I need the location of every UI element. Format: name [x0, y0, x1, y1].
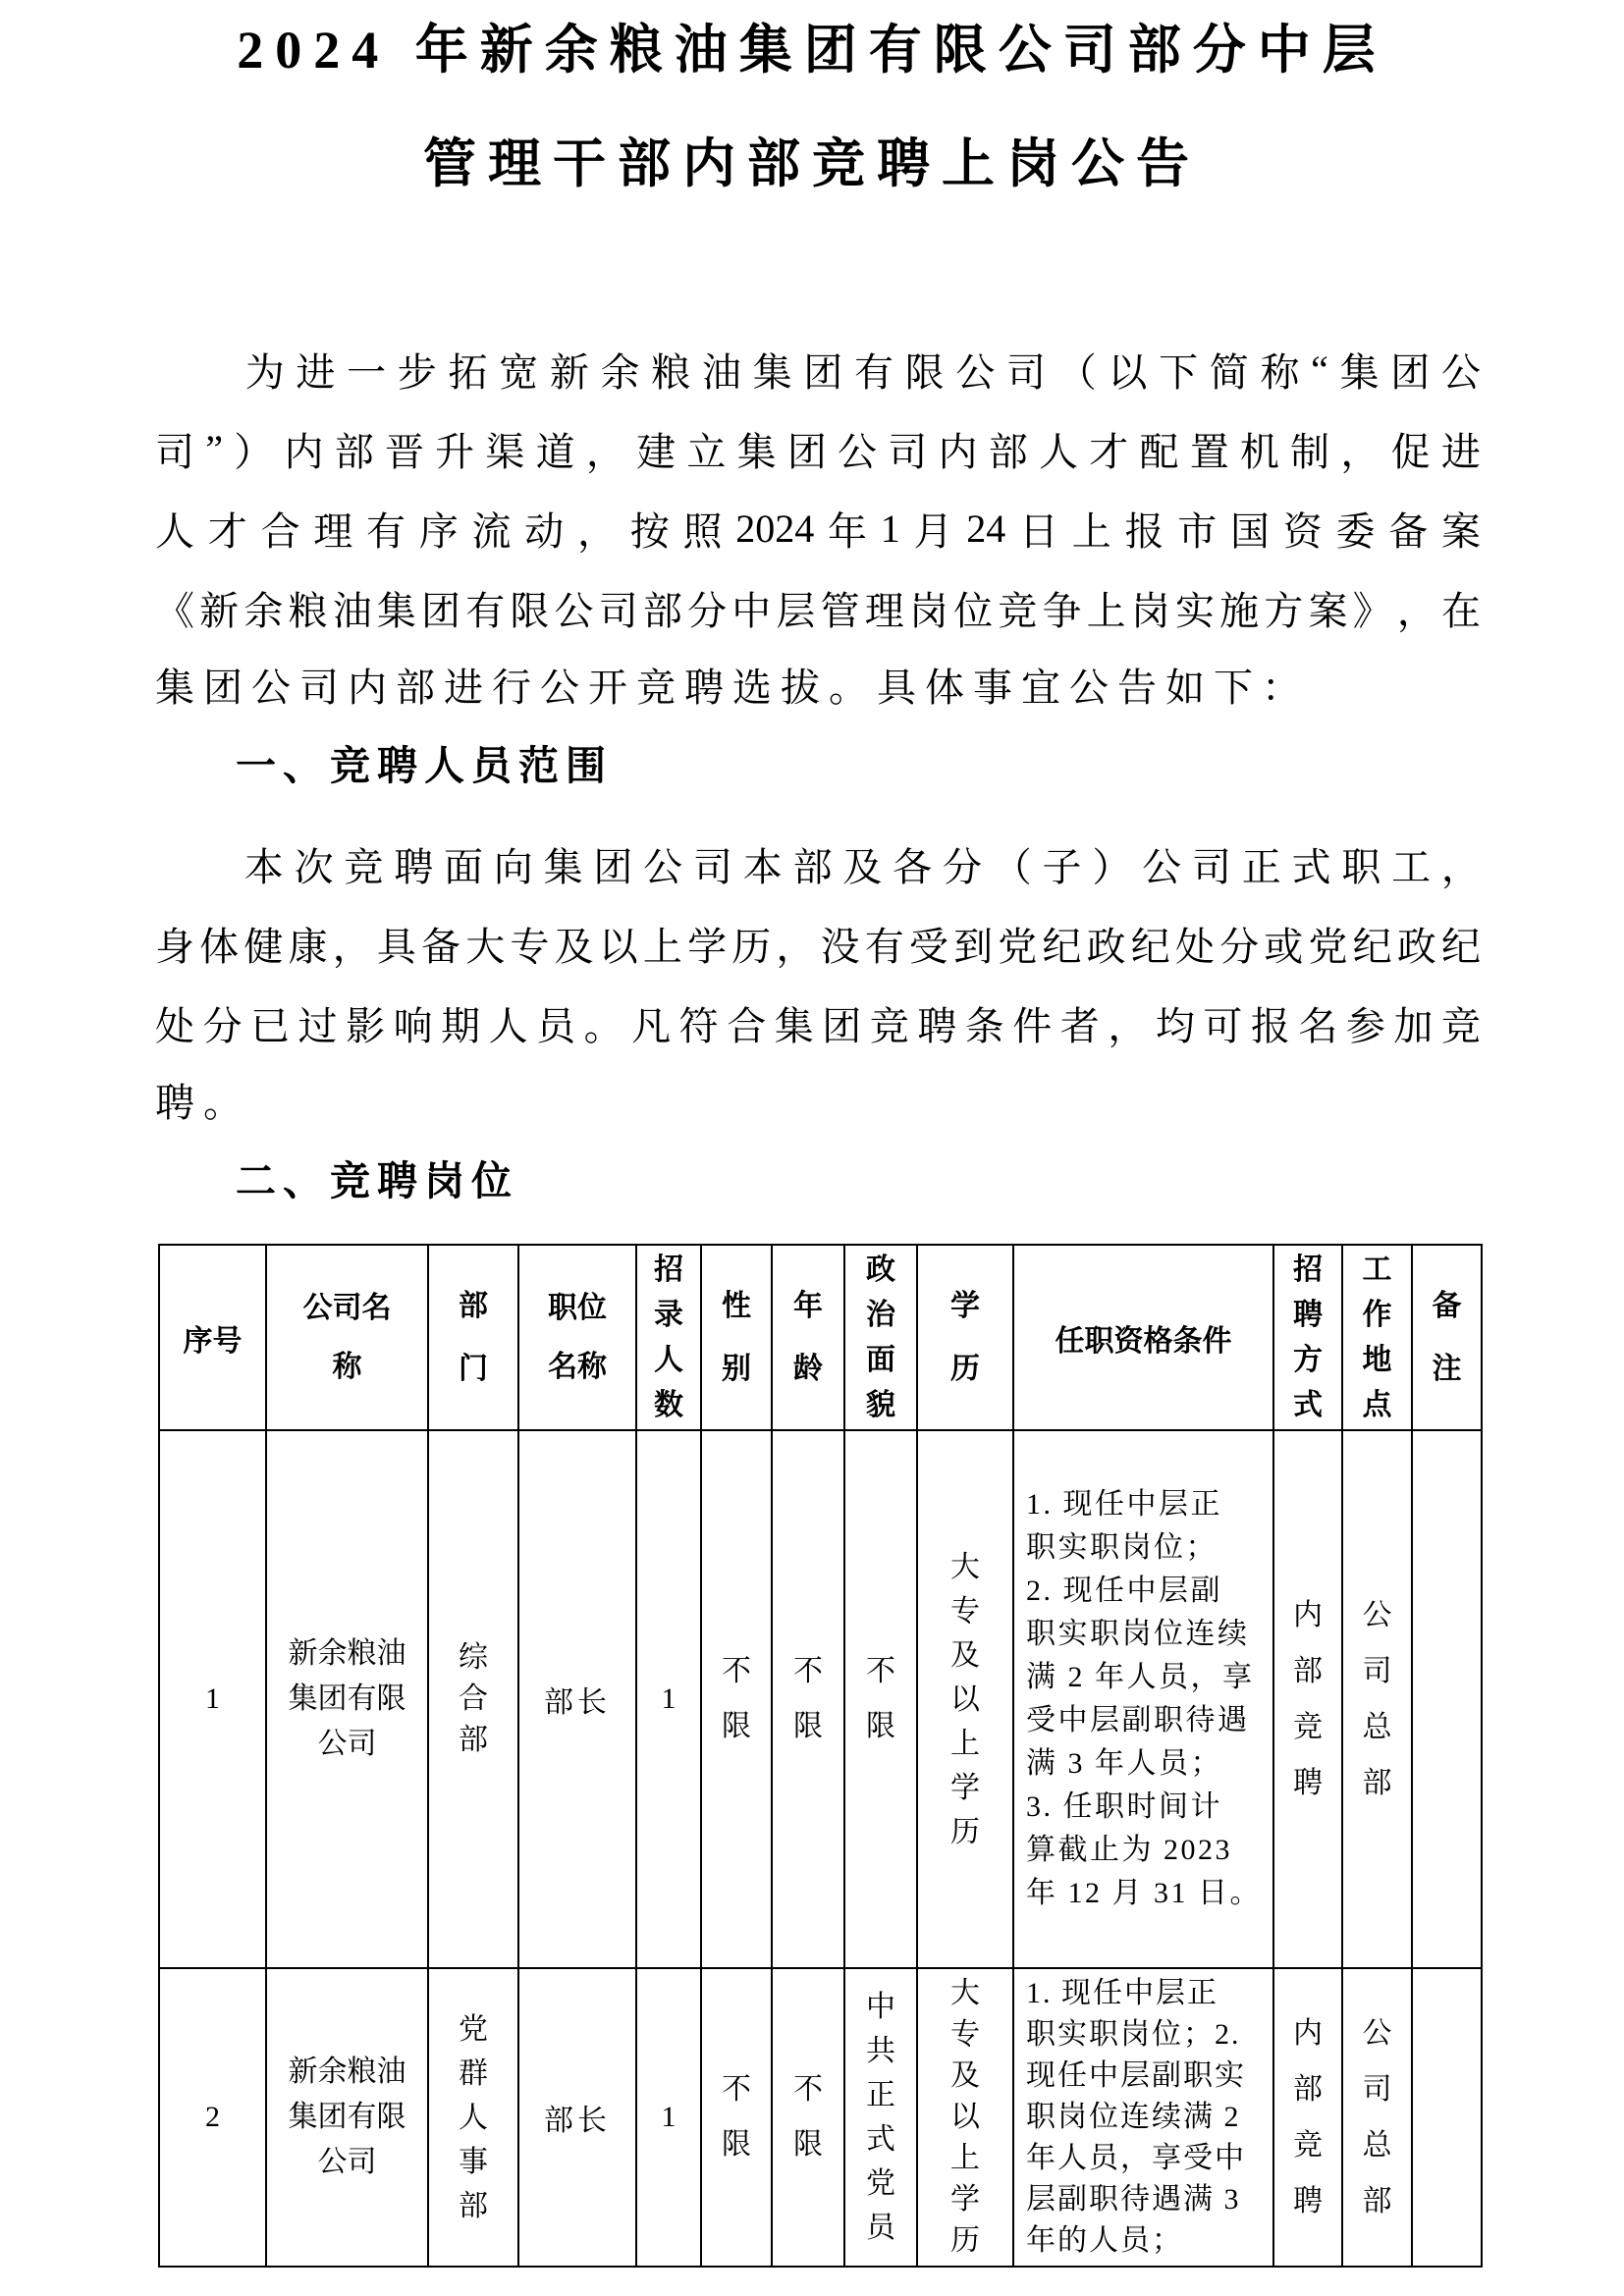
r2-seq-cell: 2: [159, 1968, 266, 2267]
text-line: 职实职岗位连续: [1026, 1618, 1250, 1650]
r1-remark-cell: [1412, 1430, 1482, 1968]
text-line: 人 才 合 理 有 序 流 动 ， 按 照 2024 年 1 月 24 日 上 报 市 国 资 委 备 案: [155, 507, 1481, 554]
header-cell-company: 公司名称: [266, 1245, 428, 1430]
text-line: 身 体 健 康 ， 具 备 大 专 及 以 上 学 历 ， 没 有 受 到 党 纪 政 纪 处 分 或 党 纪 政 纪: [155, 925, 1481, 969]
r2-company-cell: 新余粮油集团有限公司: [266, 1968, 428, 2267]
text-line: 为 进 一 步 拓 宽 新 余 粮 油 集 团 有 限 公 司 （ 以 下 简 称 “ 集 团 公: [244, 347, 1481, 395]
header-cell-position: 职位名称: [518, 1245, 636, 1430]
r1-position-cell: 部长: [518, 1430, 636, 1968]
text-line: 年人员，享受中: [1026, 2142, 1246, 2174]
table-header-row: [159, 1245, 1482, 1430]
section-heading-2: 二、竞聘岗位: [236, 1158, 518, 1203]
positions-table: [158, 1244, 1483, 2268]
text-line: 受中层副职待遇: [1026, 1704, 1250, 1736]
text-line: 1. 现任中层正: [1026, 1488, 1222, 1521]
r2-education-cell: 大专及以上学历: [917, 1968, 1013, 2267]
text-line: 本 次 竞 聘 面 向 集 团 公 司 本 部 及 各 分 （ 子 ） 公 司 正 式 职 工 ，: [244, 845, 1481, 889]
r1-company-cell: 新余粮油集团有限公司: [266, 1430, 428, 1968]
r2-age-cell: 不限: [772, 1968, 844, 2267]
r2-department-cell: 党群人事部: [428, 1968, 518, 2267]
text-line: 集团公司内部进行公开竞聘选拔。具体事宜公告如下：: [155, 666, 1310, 710]
r1-education-cell: 大专及以上学历: [917, 1430, 1013, 1968]
text-line: 算截止为 2023: [1026, 1834, 1232, 1866]
header-cell-seq: 序号: [159, 1245, 266, 1430]
header-cell-education: 学历: [917, 1245, 1013, 1430]
text-line: 2. 现任中层副: [1026, 1575, 1222, 1607]
table-row-1: [159, 1430, 1482, 1968]
header-cell-recruit-mode: 招聘方式: [1273, 1245, 1342, 1430]
r1-recruit-mode-cell: 内部竞聘: [1273, 1430, 1342, 1968]
r2-position-cell: 部长: [518, 1968, 636, 2267]
text-line: 职实职岗位；: [1026, 1531, 1218, 1564]
header-cell-age: 年龄: [772, 1245, 844, 1430]
table-row-2: [159, 1968, 1482, 2267]
document-title-line2: 管理干部内部竞聘上岗公告: [423, 134, 1201, 193]
r2-recruit-mode-cell: 内部竞聘: [1273, 1968, 1342, 2267]
text-line: 处 分 已 过 影 响 期 人 员 。 凡 符 合 集 团 竞 聘 条 件 者 ， 均 可 报 名 参 加 竞: [155, 1004, 1481, 1048]
header-cell-openings: 招录人数: [636, 1245, 701, 1430]
header-cell-department: 部门: [428, 1245, 518, 1430]
text-line: 层副职待遇满 3: [1026, 2183, 1241, 2216]
r1-work-location-cell: 公司总部: [1342, 1430, 1412, 1968]
text-line: 职实职岗位；2.: [1026, 2018, 1241, 2051]
header-cell-political: 政治面貌: [844, 1245, 917, 1430]
scope-paragraph: [155, 825, 1481, 1143]
header-cell-remark: 备注: [1412, 1245, 1482, 1430]
r1-requirements-cell: [1013, 1430, 1273, 1968]
text-line: 满 3 年人员；: [1026, 1747, 1222, 1780]
r2-work-location-cell: 公司总部: [1342, 1968, 1412, 2267]
r1-department-cell: 综合部: [428, 1430, 518, 1968]
text-line: 1. 现任中层正: [1026, 1977, 1218, 2009]
header-cell-work-location: 工作地点: [1342, 1245, 1412, 1430]
r1-seq-cell: 1: [159, 1430, 266, 1968]
document-title-line1: 2024 年新余粮油集团有限公司部分中层: [237, 21, 1387, 80]
text-line: 司 ” ） 内 部 晋 升 渠 道 ， 建 立 集 团 公 司 内 部 人 才 配 置 机 制 ， 促 进: [155, 427, 1481, 474]
text-line: 3. 任职时间计: [1026, 1790, 1222, 1823]
r2-remark-cell: [1412, 1968, 1482, 2267]
r2-gender-cell: 不限: [701, 1968, 772, 2267]
text-line: 年 12 月 31 日。: [1026, 1877, 1262, 1909]
r1-openings-cell: 1: [636, 1430, 701, 1968]
intro-paragraph: [155, 330, 1481, 727]
r2-requirements-cell: [1013, 1968, 1273, 2267]
header-cell-requirements: 任职资格条件: [1013, 1245, 1273, 1430]
r1-age-cell: 不限: [772, 1430, 844, 1968]
r2-openings-cell: 1: [636, 1968, 701, 2267]
text-line: 现任中层副职实: [1026, 2059, 1246, 2092]
r2-political-cell: 中共正式党员: [844, 1968, 917, 2267]
r1-political-cell: 不限: [844, 1430, 917, 1968]
text-line: 《 新 余 粮 油 集 团 有 限 公 司 部 分 中 层 管 理 岗 位 竞 争 上 岗 实 施 方 案 》 ， 在: [155, 589, 1481, 633]
text-line: 职岗位连续满 2: [1026, 2101, 1241, 2133]
text-line: 年的人员；: [1026, 2224, 1183, 2257]
r1-gender-cell: 不限: [701, 1430, 772, 1968]
header-cell-gender: 性别: [701, 1245, 772, 1430]
section-heading-1: 一、竞聘人员范围: [236, 743, 613, 788]
text-line: 聘。: [155, 1081, 251, 1125]
text-line: 满 2 年人员，享: [1026, 1661, 1255, 1693]
